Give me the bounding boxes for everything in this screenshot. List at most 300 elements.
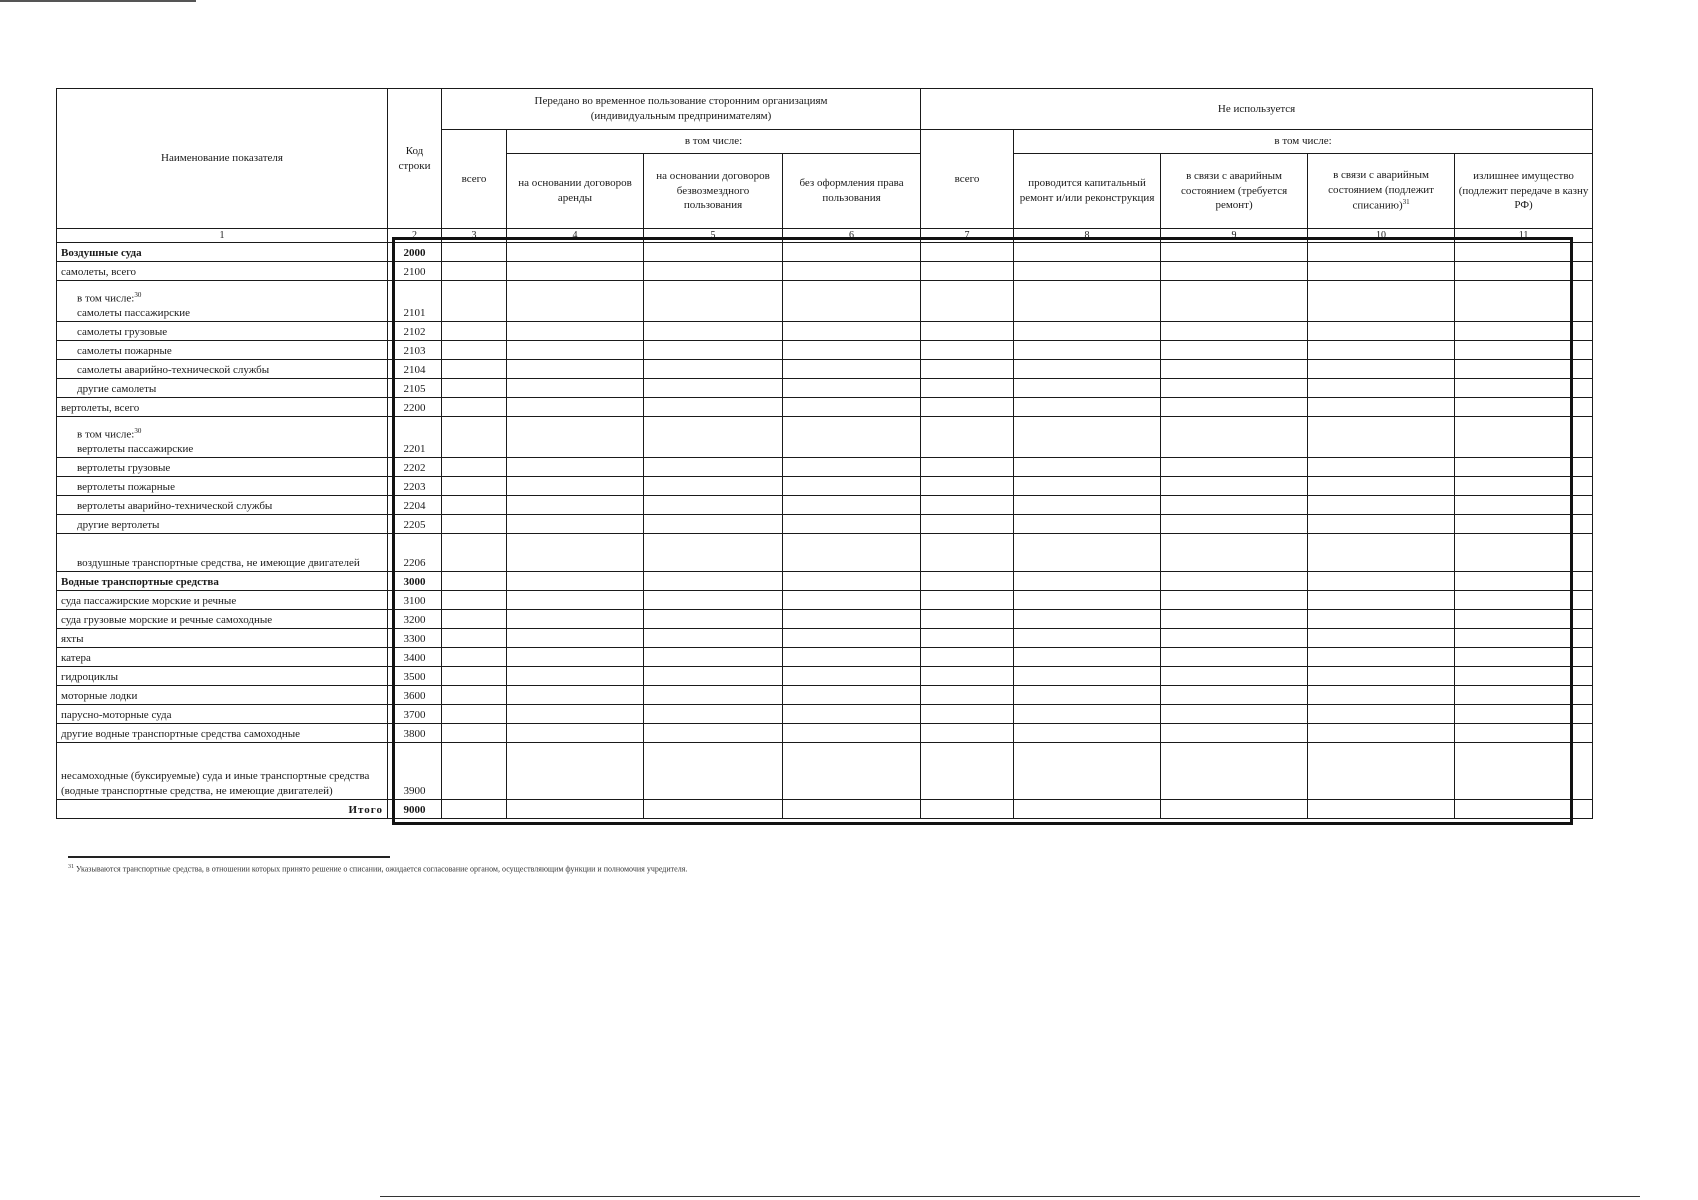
- value-cell[interactable]: [1161, 572, 1308, 591]
- row-name-text: воздушные транспортные средства, не имеющие двигателей: [77, 557, 360, 570]
- value-cell[interactable]: [442, 629, 507, 648]
- value-cell[interactable]: [1455, 705, 1593, 724]
- value-cell[interactable]: [783, 398, 921, 417]
- value-cell[interactable]: [783, 379, 921, 398]
- value-cell[interactable]: [1161, 417, 1308, 458]
- footnote-ref-30: 30: [134, 290, 142, 299]
- value-cell[interactable]: [1455, 534, 1593, 572]
- value-cell[interactable]: [921, 667, 1014, 686]
- value-cell[interactable]: [921, 572, 1014, 591]
- row-name-text: суда грузовые морские и речные самоходные: [61, 614, 273, 627]
- row-code: 3600: [388, 686, 442, 705]
- value-cell[interactable]: [921, 496, 1014, 515]
- value-cell[interactable]: [1014, 705, 1161, 724]
- value-cell[interactable]: [921, 281, 1014, 322]
- value-cell[interactable]: [1161, 243, 1308, 262]
- table-row: [57, 705, 1593, 724]
- row-name-text: яхты: [61, 633, 84, 646]
- value-cell[interactable]: [1308, 591, 1455, 610]
- value-cell[interactable]: [442, 360, 507, 379]
- value-cell[interactable]: [1014, 281, 1161, 322]
- value-cell[interactable]: [1308, 477, 1455, 496]
- value-cell[interactable]: [442, 417, 507, 458]
- table-row: [57, 686, 1593, 705]
- header-lease: на основании договоров аренды: [507, 154, 644, 229]
- value-cell[interactable]: [1455, 724, 1593, 743]
- value-cell[interactable]: [1161, 629, 1308, 648]
- value-cell[interactable]: [783, 262, 921, 281]
- value-cell[interactable]: [1014, 360, 1161, 379]
- value-cell[interactable]: [1014, 515, 1161, 534]
- value-cell[interactable]: [442, 243, 507, 262]
- value-cell[interactable]: [644, 281, 783, 322]
- value-cell[interactable]: [1455, 360, 1593, 379]
- value-cell[interactable]: [507, 496, 644, 515]
- value-cell[interactable]: [783, 686, 921, 705]
- value-cell[interactable]: [1308, 243, 1455, 262]
- row-name-text: самолеты пожарные: [77, 345, 172, 358]
- value-cell[interactable]: [507, 458, 644, 477]
- table-row: [57, 629, 1593, 648]
- row-name: [57, 515, 388, 534]
- value-cell[interactable]: [644, 262, 783, 281]
- row-code: 2205: [388, 515, 442, 534]
- value-cell[interactable]: [442, 534, 507, 572]
- value-cell[interactable]: [1308, 496, 1455, 515]
- value-cell[interactable]: [1308, 648, 1455, 667]
- value-cell[interactable]: [1308, 360, 1455, 379]
- value-cell[interactable]: [644, 610, 783, 629]
- value-cell[interactable]: [783, 417, 921, 458]
- header-emergency-writeoff-text: в связи с аварийным состоянием (подлежит списанию): [1328, 169, 1434, 212]
- row-name-text: вертолеты пожарные: [77, 481, 175, 494]
- header-emergency-repair: в связи с аварийным состоянием (требуется ремонт): [1161, 154, 1308, 229]
- value-cell[interactable]: [783, 591, 921, 610]
- value-cell[interactable]: [644, 243, 783, 262]
- value-cell[interactable]: [507, 379, 644, 398]
- value-cell[interactable]: [1308, 398, 1455, 417]
- value-cell[interactable]: [1014, 800, 1161, 819]
- row-name-text: Воздушные суда: [61, 247, 142, 260]
- row-name: [57, 610, 388, 629]
- value-cell[interactable]: [442, 458, 507, 477]
- value-cell[interactable]: [1161, 800, 1308, 819]
- value-cell[interactable]: [1014, 379, 1161, 398]
- value-cell[interactable]: [1014, 262, 1161, 281]
- value-cell[interactable]: [1308, 458, 1455, 477]
- value-cell[interactable]: [644, 458, 783, 477]
- value-cell[interactable]: [1308, 667, 1455, 686]
- value-cell[interactable]: [1014, 610, 1161, 629]
- value-cell[interactable]: [1014, 591, 1161, 610]
- value-cell[interactable]: [783, 629, 921, 648]
- value-cell[interactable]: [1308, 610, 1455, 629]
- footnote-ref-31: 31: [1402, 198, 1410, 207]
- header-no-rights: без оформления права пользования: [783, 154, 921, 229]
- value-cell[interactable]: [783, 743, 921, 800]
- row-code: 2102: [388, 322, 442, 341]
- row-code: 2200: [388, 398, 442, 417]
- value-cell[interactable]: [1455, 477, 1593, 496]
- value-cell[interactable]: [442, 515, 507, 534]
- value-cell[interactable]: [507, 591, 644, 610]
- value-cell[interactable]: [1308, 686, 1455, 705]
- value-cell[interactable]: [1455, 667, 1593, 686]
- value-cell[interactable]: [1455, 341, 1593, 360]
- value-cell[interactable]: [921, 458, 1014, 477]
- value-cell[interactable]: [921, 515, 1014, 534]
- row-name-text: суда пассажирские морские и речные: [61, 595, 237, 608]
- header-repair: проводится капитальный ремонт и/или реконструкция: [1014, 154, 1161, 229]
- value-cell[interactable]: [1161, 743, 1308, 800]
- value-cell[interactable]: [644, 724, 783, 743]
- value-cell[interactable]: [1014, 458, 1161, 477]
- row-name: [57, 686, 388, 705]
- value-cell[interactable]: [921, 724, 1014, 743]
- value-cell[interactable]: [507, 417, 644, 458]
- value-cell[interactable]: [507, 243, 644, 262]
- value-cell[interactable]: [1014, 724, 1161, 743]
- value-cell[interactable]: [644, 629, 783, 648]
- value-cell[interactable]: [507, 398, 644, 417]
- table-row: [57, 262, 1593, 281]
- value-cell[interactable]: [1161, 667, 1308, 686]
- value-cell[interactable]: [507, 743, 644, 800]
- value-cell[interactable]: [1161, 591, 1308, 610]
- value-cell[interactable]: [921, 591, 1014, 610]
- value-cell[interactable]: [644, 496, 783, 515]
- value-cell[interactable]: [783, 705, 921, 724]
- row-name: [57, 322, 388, 341]
- value-cell[interactable]: [1014, 243, 1161, 262]
- row-name-text: катера: [61, 652, 91, 665]
- row-name: [57, 458, 388, 477]
- row-name: [57, 534, 388, 572]
- value-cell[interactable]: [1455, 591, 1593, 610]
- value-cell[interactable]: [1455, 648, 1593, 667]
- value-cell[interactable]: [921, 243, 1014, 262]
- table-row: [57, 243, 1593, 262]
- value-cell[interactable]: [507, 686, 644, 705]
- value-cell[interactable]: [644, 477, 783, 496]
- value-cell[interactable]: [507, 724, 644, 743]
- value-cell[interactable]: [921, 477, 1014, 496]
- value-cell[interactable]: [1455, 281, 1593, 322]
- value-cell[interactable]: [1014, 496, 1161, 515]
- value-cell[interactable]: [1455, 686, 1593, 705]
- value-cell[interactable]: [507, 629, 644, 648]
- value-cell[interactable]: [783, 281, 921, 322]
- value-cell[interactable]: [1455, 629, 1593, 648]
- value-cell[interactable]: [507, 610, 644, 629]
- value-cell[interactable]: [644, 398, 783, 417]
- row-code: 3700: [388, 705, 442, 724]
- value-cell[interactable]: [1455, 262, 1593, 281]
- value-cell[interactable]: [644, 591, 783, 610]
- table-row: [57, 800, 1593, 819]
- value-cell[interactable]: [644, 686, 783, 705]
- row-name: [57, 496, 388, 515]
- value-cell[interactable]: [921, 610, 1014, 629]
- table-row: [57, 743, 1593, 800]
- value-cell[interactable]: [921, 705, 1014, 724]
- value-cell[interactable]: [644, 743, 783, 800]
- value-cell[interactable]: [1161, 379, 1308, 398]
- value-cell[interactable]: [507, 262, 644, 281]
- value-cell[interactable]: [783, 572, 921, 591]
- value-cell[interactable]: [783, 458, 921, 477]
- value-cell[interactable]: [1161, 398, 1308, 417]
- row-code: 2203: [388, 477, 442, 496]
- value-cell[interactable]: [507, 360, 644, 379]
- value-cell[interactable]: [921, 648, 1014, 667]
- header-free-use: на основании договоров безвозмездного пользования: [644, 154, 783, 229]
- value-cell[interactable]: [783, 341, 921, 360]
- value-cell[interactable]: [921, 398, 1014, 417]
- footnote: [68, 864, 1268, 874]
- value-cell[interactable]: [921, 534, 1014, 572]
- value-cell[interactable]: [644, 667, 783, 686]
- value-cell[interactable]: [442, 686, 507, 705]
- value-cell[interactable]: [1455, 398, 1593, 417]
- value-cell[interactable]: [1308, 379, 1455, 398]
- value-cell[interactable]: [1308, 515, 1455, 534]
- value-cell[interactable]: [921, 743, 1014, 800]
- value-cell[interactable]: [921, 341, 1014, 360]
- value-cell[interactable]: [1161, 281, 1308, 322]
- value-cell[interactable]: [1161, 610, 1308, 629]
- value-cell[interactable]: [644, 705, 783, 724]
- row-name-text: вертолеты грузовые: [77, 462, 171, 475]
- table-row: [57, 281, 1593, 322]
- value-cell[interactable]: [1308, 534, 1455, 572]
- table-row: [57, 477, 1593, 496]
- value-cell[interactable]: [442, 262, 507, 281]
- row-name: [57, 341, 388, 360]
- value-cell[interactable]: [783, 360, 921, 379]
- value-cell[interactable]: [507, 477, 644, 496]
- value-cell[interactable]: [783, 496, 921, 515]
- value-cell[interactable]: [783, 477, 921, 496]
- value-cell[interactable]: [507, 534, 644, 572]
- value-cell[interactable]: [783, 534, 921, 572]
- value-cell[interactable]: [921, 800, 1014, 819]
- value-cell[interactable]: [507, 648, 644, 667]
- row-code: 2104: [388, 360, 442, 379]
- value-cell[interactable]: [783, 322, 921, 341]
- row-code: 3800: [388, 724, 442, 743]
- value-cell[interactable]: [1161, 341, 1308, 360]
- value-cell[interactable]: [442, 743, 507, 800]
- value-cell[interactable]: [644, 515, 783, 534]
- value-cell[interactable]: [1308, 262, 1455, 281]
- value-cell[interactable]: [1308, 705, 1455, 724]
- value-cell[interactable]: [1014, 572, 1161, 591]
- value-cell[interactable]: [644, 800, 783, 819]
- value-cell[interactable]: [783, 515, 921, 534]
- table-body: [57, 243, 1593, 819]
- value-cell[interactable]: [1455, 515, 1593, 534]
- value-cell[interactable]: [1308, 417, 1455, 458]
- row-name-text: самолеты грузовые: [77, 326, 168, 339]
- table-row: [57, 572, 1593, 591]
- value-cell[interactable]: [921, 629, 1014, 648]
- value-cell[interactable]: [1455, 610, 1593, 629]
- value-cell[interactable]: [1161, 458, 1308, 477]
- value-cell[interactable]: [1014, 322, 1161, 341]
- value-cell[interactable]: [1014, 398, 1161, 417]
- row-name: [57, 667, 388, 686]
- value-cell[interactable]: [1014, 629, 1161, 648]
- row-name-prefix: [77, 427, 383, 443]
- value-cell[interactable]: [644, 379, 783, 398]
- value-cell[interactable]: [442, 724, 507, 743]
- value-cell[interactable]: [507, 667, 644, 686]
- value-cell[interactable]: [442, 800, 507, 819]
- value-cell[interactable]: [507, 341, 644, 360]
- value-cell[interactable]: [1014, 648, 1161, 667]
- value-cell[interactable]: [1455, 243, 1593, 262]
- value-cell[interactable]: [1161, 477, 1308, 496]
- value-cell[interactable]: [1455, 379, 1593, 398]
- row-code: 2000: [388, 243, 442, 262]
- row-name-text: самолеты пассажирские: [77, 307, 191, 320]
- row-code: 2105: [388, 379, 442, 398]
- value-cell[interactable]: [1308, 629, 1455, 648]
- row-name: [57, 572, 388, 591]
- value-cell[interactable]: [644, 341, 783, 360]
- value-cell[interactable]: [1308, 800, 1455, 819]
- table-row: [57, 667, 1593, 686]
- value-cell[interactable]: [507, 281, 644, 322]
- value-cell[interactable]: [507, 322, 644, 341]
- value-cell[interactable]: [783, 648, 921, 667]
- value-cell[interactable]: [1161, 686, 1308, 705]
- value-cell[interactable]: [442, 705, 507, 724]
- value-cell[interactable]: [783, 243, 921, 262]
- value-cell[interactable]: [1308, 322, 1455, 341]
- value-cell[interactable]: [1455, 572, 1593, 591]
- value-cell[interactable]: [921, 379, 1014, 398]
- value-cell[interactable]: [1014, 417, 1161, 458]
- value-cell[interactable]: [783, 724, 921, 743]
- value-cell[interactable]: [644, 360, 783, 379]
- value-cell[interactable]: [1455, 743, 1593, 800]
- value-cell[interactable]: [442, 398, 507, 417]
- value-cell[interactable]: [442, 496, 507, 515]
- value-cell[interactable]: [442, 281, 507, 322]
- value-cell[interactable]: [1161, 648, 1308, 667]
- value-cell[interactable]: [1455, 496, 1593, 515]
- value-cell[interactable]: [644, 322, 783, 341]
- value-cell[interactable]: [1308, 281, 1455, 322]
- row-code: 2103: [388, 341, 442, 360]
- value-cell[interactable]: [1455, 322, 1593, 341]
- value-cell[interactable]: [1161, 322, 1308, 341]
- value-cell[interactable]: [1014, 534, 1161, 572]
- value-cell[interactable]: [1014, 341, 1161, 360]
- value-cell[interactable]: [1455, 800, 1593, 819]
- row-code: 3100: [388, 591, 442, 610]
- column-number: 2: [388, 229, 442, 243]
- value-cell[interactable]: [1161, 534, 1308, 572]
- value-cell[interactable]: [1014, 477, 1161, 496]
- value-cell[interactable]: [1455, 458, 1593, 477]
- value-cell[interactable]: [442, 379, 507, 398]
- column-numbers-row: [57, 229, 1593, 243]
- value-cell[interactable]: [921, 417, 1014, 458]
- column-number: 4: [507, 229, 644, 243]
- value-cell[interactable]: [442, 572, 507, 591]
- row-name: [57, 398, 388, 417]
- value-cell[interactable]: [644, 417, 783, 458]
- table-row: [57, 515, 1593, 534]
- value-cell[interactable]: [783, 667, 921, 686]
- value-cell[interactable]: [1161, 515, 1308, 534]
- value-cell[interactable]: [442, 341, 507, 360]
- row-name: [57, 281, 388, 322]
- value-cell[interactable]: [783, 610, 921, 629]
- value-cell[interactable]: [921, 360, 1014, 379]
- row-name-prefix-text: в том числе:: [77, 292, 135, 305]
- value-cell[interactable]: [507, 800, 644, 819]
- value-cell[interactable]: [1308, 743, 1455, 800]
- value-cell[interactable]: [1161, 360, 1308, 379]
- value-cell[interactable]: [1308, 724, 1455, 743]
- value-cell[interactable]: [442, 648, 507, 667]
- table-row: [57, 496, 1593, 515]
- value-cell[interactable]: [644, 534, 783, 572]
- value-cell[interactable]: [921, 686, 1014, 705]
- value-cell[interactable]: [644, 648, 783, 667]
- value-cell[interactable]: [1161, 724, 1308, 743]
- value-cell[interactable]: [1014, 667, 1161, 686]
- value-cell[interactable]: [921, 322, 1014, 341]
- value-cell[interactable]: [1014, 743, 1161, 800]
- value-cell[interactable]: [1161, 496, 1308, 515]
- header-emergency-writeoff: [1308, 154, 1455, 229]
- row-code: 3300: [388, 629, 442, 648]
- value-cell[interactable]: [442, 591, 507, 610]
- value-cell[interactable]: [507, 705, 644, 724]
- row-name-prefix-text: в том числе:: [77, 428, 135, 441]
- value-cell[interactable]: [442, 667, 507, 686]
- value-cell[interactable]: [921, 262, 1014, 281]
- value-cell[interactable]: [442, 477, 507, 496]
- value-cell[interactable]: [507, 572, 644, 591]
- value-cell[interactable]: [1455, 417, 1593, 458]
- value-cell[interactable]: [1308, 341, 1455, 360]
- value-cell[interactable]: [1014, 686, 1161, 705]
- value-cell[interactable]: [644, 572, 783, 591]
- header-code-line1: Код: [405, 144, 424, 157]
- row-name-text: другие вертолеты: [77, 519, 160, 532]
- header-code-line2: строки: [398, 159, 431, 172]
- value-cell[interactable]: [1161, 705, 1308, 724]
- table-row: [57, 534, 1593, 572]
- value-cell[interactable]: [442, 610, 507, 629]
- column-number: 7: [921, 229, 1014, 243]
- row-name-text: другие самолеты: [77, 383, 157, 396]
- value-cell[interactable]: [1308, 572, 1455, 591]
- value-cell[interactable]: [442, 322, 507, 341]
- row-name-text: другие водные транспортные средства самоходные: [61, 728, 301, 741]
- row-name-text: гидроциклы: [61, 671, 118, 684]
- value-cell[interactable]: [783, 800, 921, 819]
- row-name: [57, 724, 388, 743]
- value-cell[interactable]: [1161, 262, 1308, 281]
- value-cell[interactable]: [507, 515, 644, 534]
